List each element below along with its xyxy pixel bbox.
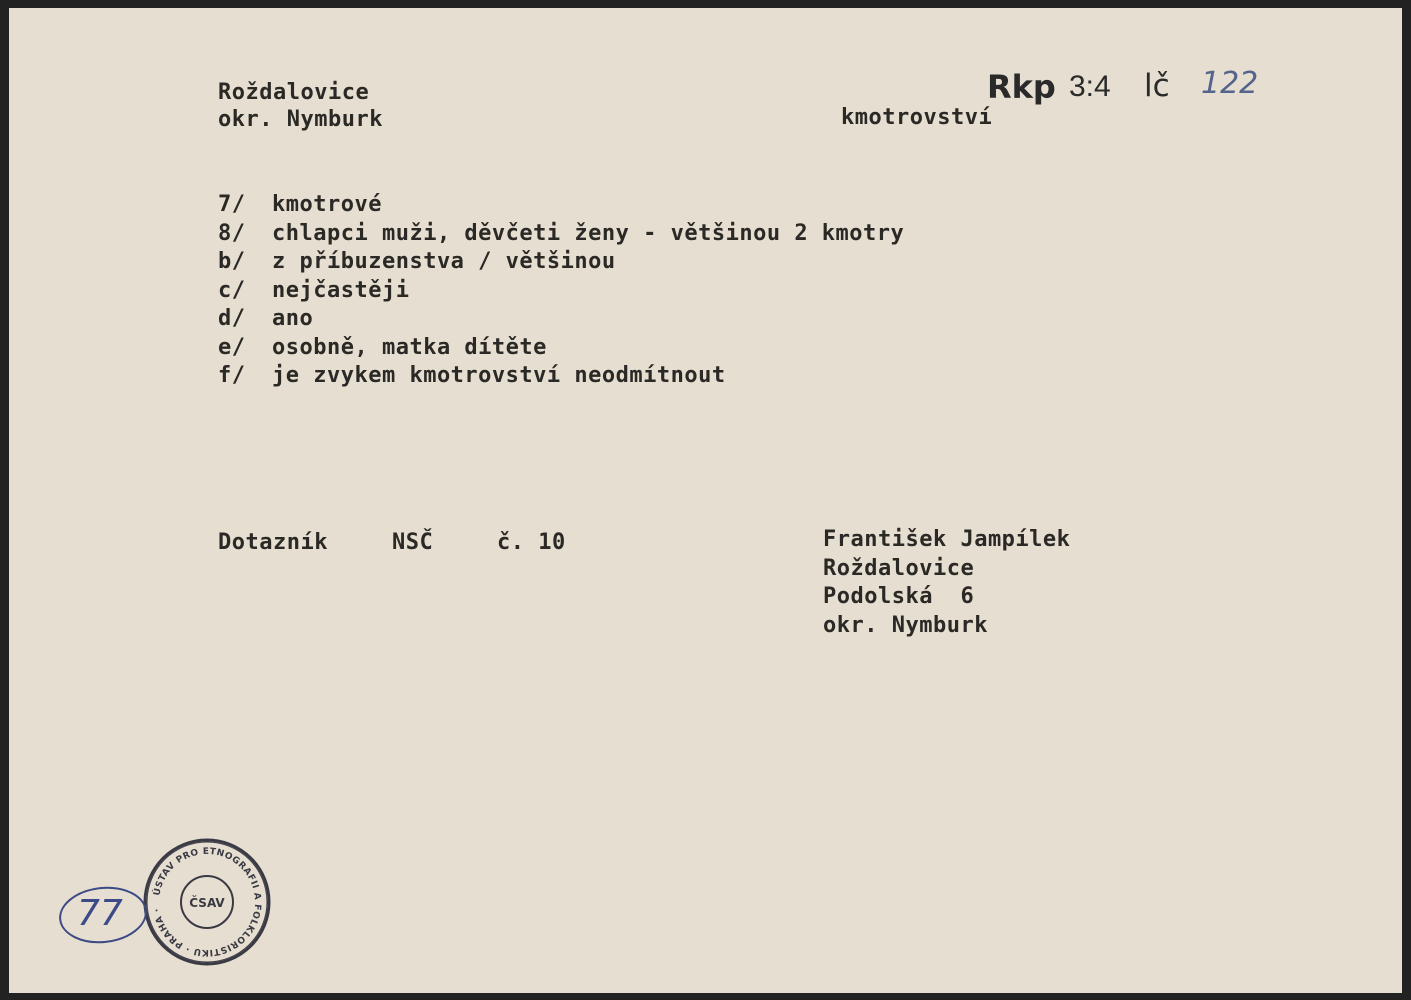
answer-row bbox=[218, 305, 1118, 334]
stamp-center-text: ČSAV bbox=[189, 896, 225, 910]
answer-label: f/ bbox=[218, 363, 246, 388]
answer-text: chlapci muži, děvčeti ženy - většinou 2 kmotry bbox=[272, 220, 905, 246]
archive-mark-suffix: lč bbox=[1144, 68, 1170, 104]
answers-list bbox=[218, 191, 1118, 391]
district-name: okr. Nymburk bbox=[218, 107, 383, 132]
place-name: Roždalovice bbox=[218, 80, 370, 105]
questionnaire-number: č. 10 bbox=[497, 530, 566, 555]
answer-row bbox=[218, 334, 1118, 363]
answer-text: ano bbox=[272, 306, 314, 331]
handwritten-inventory-number: 77 bbox=[77, 893, 123, 934]
answer-text: osobně, matka dítěte bbox=[272, 334, 547, 360]
informant-street: Podolská 6 bbox=[823, 584, 975, 609]
answer-label: 8/ bbox=[218, 220, 246, 246]
institute-stamp bbox=[139, 834, 275, 970]
answer-row bbox=[218, 220, 1118, 249]
questionnaire-series: NSČ bbox=[392, 530, 434, 555]
answer-text: z příbuzenstva / většinou bbox=[272, 249, 616, 274]
informant-district: okr. Nymburk bbox=[823, 613, 988, 638]
answer-text: nejčastěji bbox=[272, 277, 410, 303]
answer-row bbox=[218, 191, 1118, 220]
answer-label: b/ bbox=[218, 249, 246, 274]
archive-mark-prefix: Rkp bbox=[987, 68, 1056, 106]
answer-row bbox=[218, 248, 1118, 277]
answer-label: 7/ bbox=[218, 192, 246, 217]
archive-mark-handwritten: 122 bbox=[1201, 66, 1259, 101]
topic-title: kmotrovství bbox=[841, 105, 993, 130]
archive-mark-number: 3:4 bbox=[1069, 70, 1111, 103]
answer-label: c/ bbox=[218, 277, 246, 303]
answer-label: d/ bbox=[218, 306, 246, 331]
stamp-ring-text: ÚSTAV PRO ETNOGRAFII A FOLKLORISTIKU · PRAHA · bbox=[152, 846, 263, 958]
answer-text: je zvykem kmotrovství neodmítnout bbox=[272, 363, 726, 388]
answer-text: kmotrové bbox=[272, 192, 382, 217]
informant-town: Roždalovice bbox=[823, 556, 975, 581]
informant-name: František Jampílek bbox=[823, 527, 1071, 552]
answer-row bbox=[218, 362, 1118, 391]
questionnaire-label: Dotazník bbox=[218, 530, 328, 555]
answer-label: e/ bbox=[218, 334, 246, 360]
answer-row bbox=[218, 277, 1118, 306]
